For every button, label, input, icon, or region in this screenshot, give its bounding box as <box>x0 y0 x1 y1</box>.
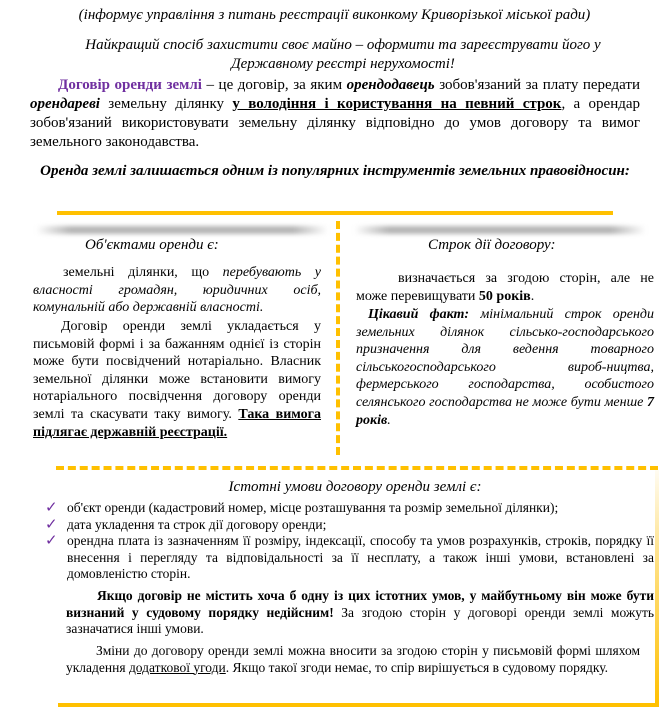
intro-paragraph <box>30 76 640 152</box>
checkmark-icon: ✓ <box>45 498 58 516</box>
lessor-term: орендодавець <box>346 77 435 93</box>
warning-paragraph <box>66 588 654 638</box>
left-p1 <box>33 264 321 317</box>
changes-text-b: . Якщо такої згоди немає, то спір вирішується в судовому порядку. <box>225 659 609 675</box>
source-note: (інформує управління з питань реєстрації виконкому Криворізької міської ради) <box>78 7 591 23</box>
right-title-bar <box>354 226 646 234</box>
right-p1 <box>356 270 654 305</box>
possession-term: у володіння і користування на певний строк <box>232 96 562 112</box>
checkmark-icon: ✓ <box>45 531 58 550</box>
changes-text-a: Зміни до договору оренди землі можна вносити за згодою сторін у письмовій формі шляхом укладення <box>66 643 640 675</box>
list-item <box>42 533 654 583</box>
left-title-bar <box>36 226 328 234</box>
section-heading: Оренда землі залишається одним із популярних інструментів земельних правовідносин: <box>40 163 630 179</box>
list-item <box>42 514 654 534</box>
conditions-list <box>42 500 654 583</box>
right-edge-line <box>655 470 659 706</box>
right-title: Строк дії договору: <box>428 237 556 253</box>
fact-number: 7 років <box>356 394 654 428</box>
condition-text: орендна плата із зазначенням її розміру, індексації, способу та умов розрахунків, строків, порядку її внесення і перегляду та відповідальності за її несплату, а також інші умови, встановлені за домовленістю сторін. <box>67 533 654 582</box>
right-p1-text: визначається за згодою сторін, але не може перевищувати <box>356 271 654 304</box>
divider-bottom <box>56 466 658 470</box>
left-p1-italic: перебувають у власності громадян, юридичних осіб, комунальній або державній власності. <box>33 265 321 316</box>
left-p2-bold: Така вимога підлягає державній реєстрації. <box>33 406 322 440</box>
column-divider <box>336 221 340 455</box>
conditions-title: Істотні умови договору оренди землі є: <box>228 479 482 495</box>
right-p1-bold: 50 років <box>478 288 531 304</box>
left-p2 <box>33 318 321 441</box>
fact-label: Цікавий факт: <box>368 307 470 322</box>
divider-top <box>57 211 613 215</box>
left-title: Об'єктами оренди є: <box>85 237 219 253</box>
fact-text: мінімальний строк оренди земельних ділянок сільсько-господарського призначення для ведення товарного сільськогосподарського вироб-ництва, фермерського господарства, особистого селянського господарства не може бути менше <box>356 307 654 410</box>
motto: Найкращий спосіб захистити своє майно – оформити та зареєструвати його у Державному реєстрі нерухомості! <box>85 37 601 72</box>
right-fact <box>356 306 654 429</box>
warning-text: За згодою сторін у договорі оренди землі можуть зазначатися інші умови. <box>66 604 654 637</box>
condition-text: дата укладення та строк дії договору оренди; <box>67 516 327 532</box>
fact-end: . <box>387 412 391 428</box>
divider-bottom-solid <box>58 703 659 707</box>
intro-text-2: зобов'язаний за плату передати <box>434 77 641 93</box>
list-item <box>42 500 654 517</box>
lessee-term: орендареві <box>30 96 100 112</box>
intro-text-3: земельну ділянку <box>99 96 233 112</box>
intro-text-4: , а орендар зобов'язаний використовувати земельну ділянку відповідно до умов договору та вимог земельного законодавства. <box>30 96 641 150</box>
checkmark-icon: ✓ <box>45 514 58 533</box>
changes-paragraph <box>66 643 640 676</box>
condition-text: об'єкт оренди (кадастровий номер, місце розташування та розмір земельної ділянки); <box>67 500 559 515</box>
additional-agreement: додаткової угоди <box>128 659 226 675</box>
left-p1-text: земельні ділянки, що <box>63 265 223 280</box>
intro-term: Договір оренди землі <box>58 77 202 93</box>
left-p2-text: Договір оренди землі укладається у письмовій формі і за бажанням однієї із сторін може бути посвідчений нотаріально. Власник земельної ділянки може встановити вимогу нотаріального посвідчення договору оренди землі та скасувати таку вимогу. <box>33 319 321 422</box>
warning-bold: Якщо договір не містить хоча б одну із цих істотних умов, у майбутньому він може бути визнаний у судовому порядку недійсним! <box>66 588 654 620</box>
intro-text-1: – це договір, за яким <box>201 77 347 93</box>
right-p1-end: . <box>530 288 535 304</box>
